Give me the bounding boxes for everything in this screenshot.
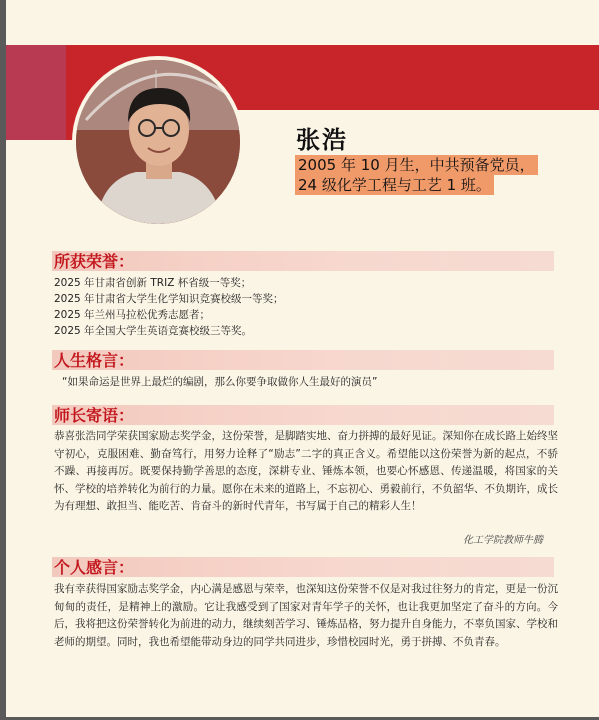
personal-heading-bar xyxy=(52,557,554,577)
honor-item: 2025 年全国大学生英语竞赛校级三等奖。 xyxy=(54,325,253,337)
motto-block xyxy=(62,374,567,390)
portrait-photo-icon xyxy=(76,60,240,224)
portrait-illustration xyxy=(76,60,240,224)
motto-heading-bar xyxy=(52,350,554,370)
intro-line-2: 24 级化学工程与工艺 1 班。 xyxy=(295,175,494,195)
motto-text: “如果命运是世界上最烂的编剧，那么你要争取做你人生最好的演员” xyxy=(62,376,378,388)
honors-heading-bar xyxy=(52,251,554,271)
honor-item: 2025 年甘肃省大学生化学知识竞赛校级一等奖； xyxy=(54,293,284,305)
teacher-signature: 化工学院教师牛腾 xyxy=(463,535,543,546)
teacher-heading: 师长寄语： xyxy=(54,406,135,425)
personal-heading: 个人感言： xyxy=(54,558,135,577)
honor-item: 2025 年甘肃省创新 TRIZ 杯省级一等奖； xyxy=(54,277,252,289)
motto-heading: 人生格言： xyxy=(54,351,135,370)
personal-remarks: 我有幸获得国家励志奖学金，内心满是感恩与荣幸，也深知这份荣誉不仅是对我过往努力的肯定，更是一份沉甸甸的责任，是精神上的激励。它让我感受到了国家对青年学子的关怀，也让我更加坚定了奋斗的方向。今后，我将把这份荣誉转化为前进的动力，继续刻苦学习、锤炼品格，努力提升自身能力，不辜负国家、学校和老师的期望。同时，我也希望能带动身边的同学共同进步，珍惜校园时光，勇于拼搏、不负青春。 xyxy=(54,583,558,648)
student-name: 张浩 xyxy=(296,126,348,154)
honors-list xyxy=(54,275,559,339)
honors-heading: 所获荣誉： xyxy=(54,252,135,271)
honor-item: 2025 年兰州马拉松优秀志愿者； xyxy=(54,309,211,321)
teacher-heading-bar xyxy=(52,405,554,425)
header-left-band xyxy=(6,45,66,140)
teacher-message: 恭喜张浩同学荣获国家励志奖学金，这份荣誉，是脚踏实地、奋力拼搏的最好见证。深知你在成长路上始终坚守初心，克服困难、勤奋笃行，用努力诠释了“励志”二字的真正含义。希望能以这份荣誉为新的起点，不骄不躁、再接再厉。既要保持勤学善思的态度，深耕专业、锤炼本领，也要心怀感恩、传递温暖，将国家的关怀、学校的培养转化为前行的力量。愿你在未来的道路上，不忘初心、勇毅前行，不负韶华、不负期许，成长为有理想、敢担当、能吃苦、肯奋斗的新时代青年，书写属于自己的精彩人生！ xyxy=(54,430,558,512)
student-intro xyxy=(295,155,595,195)
intro-line-1: 2005 年 10 月生，中共预备党员， xyxy=(295,155,538,175)
